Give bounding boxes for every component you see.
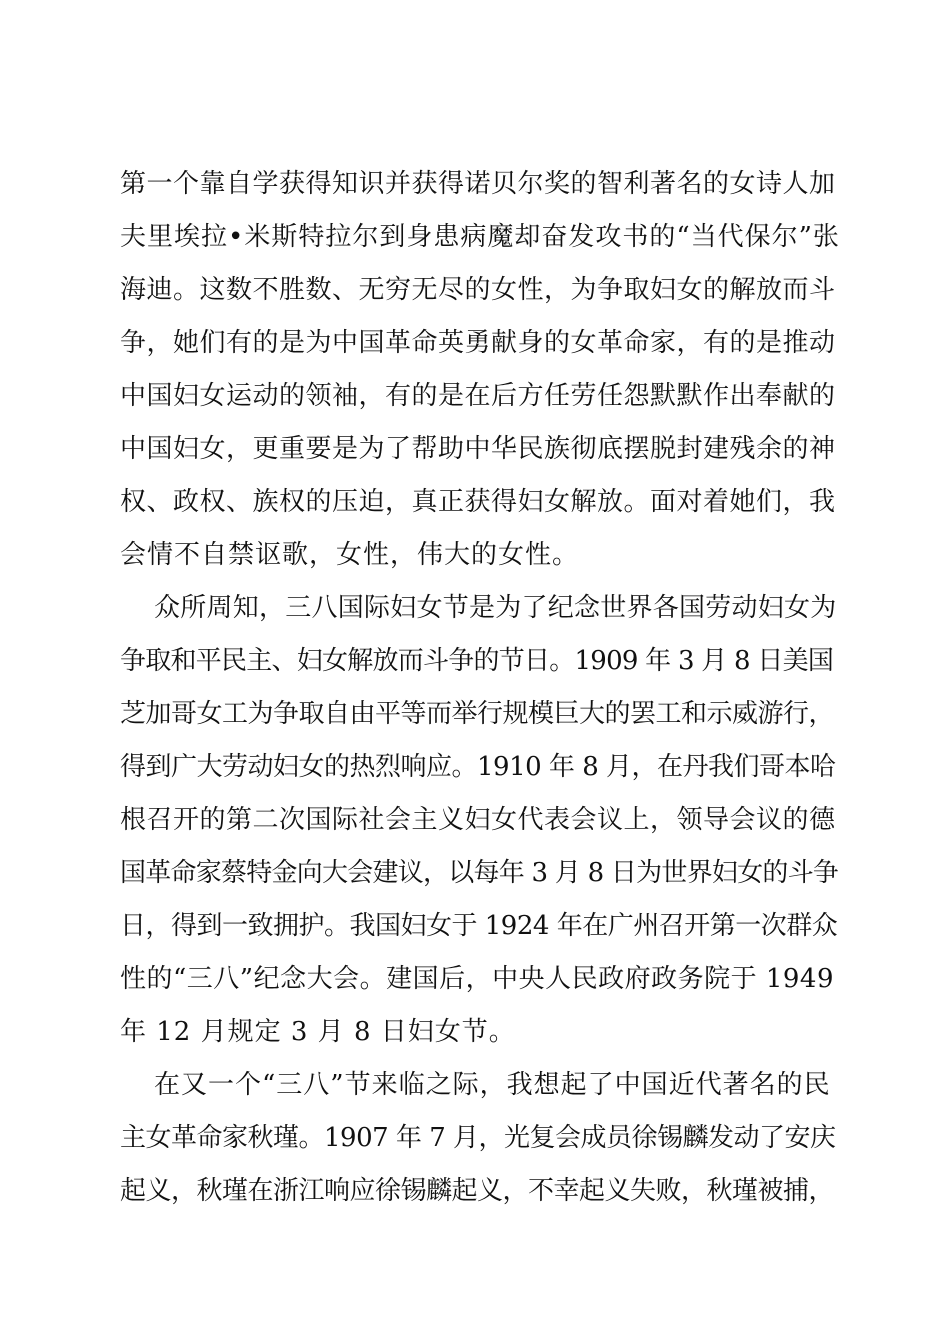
paragraph-3-line-1: 在又一个“三八”节来临之际，我想起了中国近代著名的民 xyxy=(154,1070,831,1100)
paragraph-2-line-5: 根召开的第二次国际社会主义妇女代表会议上，领导会议的德 xyxy=(120,805,836,835)
paragraph-2-line-7: 日，得到一致拥护。我国妇女于 1924 年在广州召开第一次群众 xyxy=(120,911,838,941)
paragraph-1-line-5: 中国妇女运动的领袖，有的是在后方任劳任怨默默作出奉献的 xyxy=(120,381,836,411)
paragraph-1-line-1: 第一个靠自学获得知识并获得诺贝尔奖的智利著名的女诗人加 xyxy=(120,169,836,199)
paragraph-3-line-2: 主女革命家秋瑾。1907 年 7 月，光复会成员徐锡麟发动了安庆 xyxy=(120,1123,836,1153)
paragraph-1-line-8: 会情不自禁讴歌，女性，伟大的女性。 xyxy=(120,540,580,570)
paragraph-1-line-3: 海迪。这数不胜数、无穷无尽的女性，为争取妇女的解放而斗 xyxy=(120,275,836,305)
paragraph-2-line-6: 国革命家蔡特金向大会建议，以每年 3 月 8 日为世界妇女的斗争 xyxy=(120,858,839,888)
paragraph-2-line-3: 芝加哥女工为争取自由平等而举行规模巨大的罢工和示威游行， xyxy=(120,699,835,729)
paragraph-3-line-3: 起义，秋瑾在浙江响应徐锡麟起义，不幸起义失败，秋瑾被捕， xyxy=(120,1176,835,1206)
paragraph-2-line-2: 争取和平民主、妇女解放而斗争的节日。1909 年 3 月 8 日美国 xyxy=(120,646,834,676)
paragraph-1-line-6: 中国妇女，更重要是为了帮助中华民族彻底摆脱封建残余的神 xyxy=(120,434,836,464)
paragraph-2-line-9: 年 12 月规定 3 月 8 日妇女节。 xyxy=(120,1017,516,1047)
paragraph-1-line-4: 争，她们有的是为中国革命英勇献身的女革命家，有的是推动 xyxy=(120,328,836,358)
paragraph-2-line-4: 得到广大劳动妇女的热烈响应。1910 年 8 月，在丹我们哥本哈 xyxy=(120,752,836,782)
paragraph-1-line-2: 夫里埃拉•米斯特拉尔到身患病魔却奋发攻书的“当代保尔”张 xyxy=(120,222,840,252)
paragraph-2-line-1: 众所周知，三八国际妇女节是为了纪念世界各国劳动妇女为 xyxy=(154,593,837,623)
paragraph-1-line-7: 权、政权、族权的压迫，真正获得妇女解放。面对着她们，我 xyxy=(120,487,836,517)
paragraph-2-line-8: 性的“三八”纪念大会。建国后，中央人民政府政务院于 1949 xyxy=(120,964,835,994)
